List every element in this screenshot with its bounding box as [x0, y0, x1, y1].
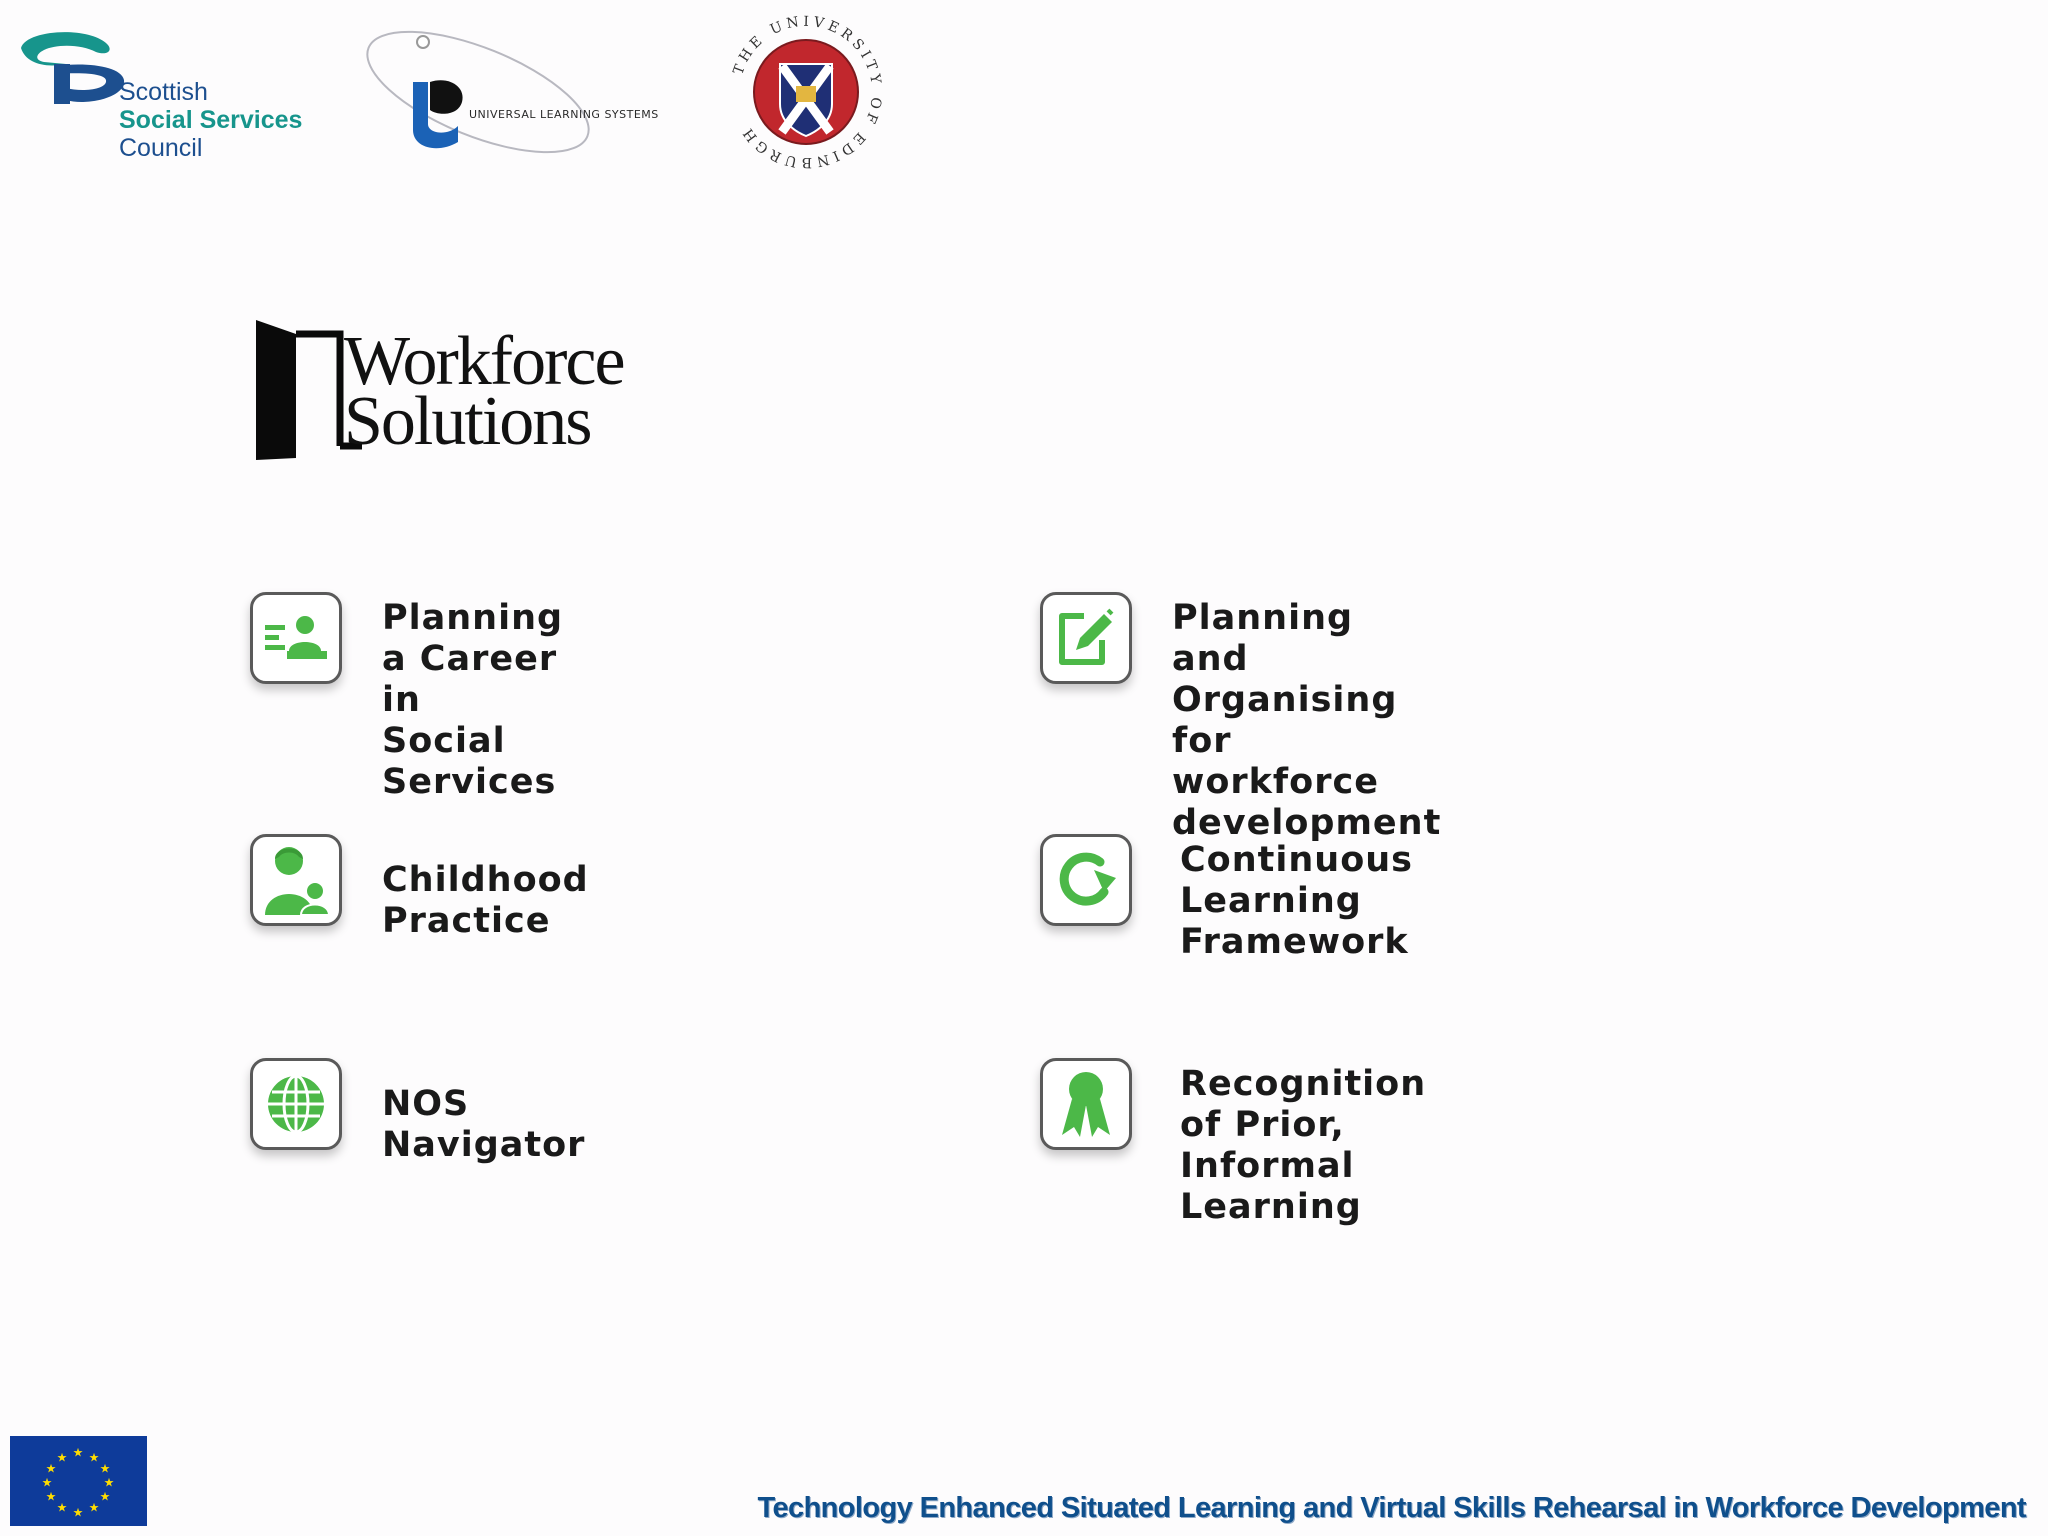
eu-flag [10, 1436, 147, 1526]
menu-item-label: Childhood Practice [382, 860, 589, 941]
uls-name: UNIVERSAL LEARNING SYSTEMS [469, 108, 659, 121]
svg-text:★: ★ [41, 1475, 53, 1490]
career-card-icon [250, 592, 342, 684]
svg-text:★: ★ [45, 1461, 57, 1476]
university-of-edinburgh-logo [728, 14, 884, 170]
wordmark-line2: Solutions [344, 383, 591, 460]
sssc-line2: Social Services [119, 106, 303, 134]
sssc-name [119, 78, 302, 162]
edit-note-icon [1040, 592, 1132, 684]
sssc-line3: Council [119, 134, 203, 162]
footer-tagline: Technology Enhanced Situated Learning and Virtual Skills Rehearsal in Workforce Development [757, 1492, 2026, 1524]
sssc-swirl-icon [16, 28, 126, 108]
uls-logo [358, 26, 678, 166]
menu-item-label: Planning and Organising for workforce development [1172, 598, 1442, 843]
parent-child-icon [250, 834, 342, 926]
svg-text:★: ★ [88, 1450, 100, 1465]
svg-text:★: ★ [72, 1505, 84, 1520]
menu-item-label: NOS Navigator [382, 1084, 586, 1165]
svg-text:★: ★ [99, 1489, 111, 1504]
menu-item-label: Recognition of Prior, Informal Learning [1180, 1064, 1427, 1227]
svg-text:★: ★ [99, 1461, 111, 1476]
wordmark-line1: Workforce [344, 323, 624, 400]
svg-text:★: ★ [103, 1475, 115, 1490]
menu-item-label: Planning a Career in Social Services [382, 598, 564, 802]
sssc-logo [16, 28, 306, 168]
svg-text:★: ★ [72, 1445, 84, 1460]
workforce-solutions-logo [252, 318, 692, 468]
cycle-arrow-icon [1040, 834, 1132, 926]
edinburgh-crest-icon [728, 14, 884, 170]
sssc-line1: Scottish [119, 78, 208, 106]
eu-stars-icon [10, 1436, 147, 1526]
svg-text:★: ★ [56, 1500, 68, 1515]
crest-ring-text: THE UNIVERSITY OF EDINBURGH [730, 14, 884, 170]
award-ribbon-icon [1040, 1058, 1132, 1150]
menu-item-label: Continuous Learning Framework [1180, 840, 1414, 962]
svg-text:★: ★ [45, 1489, 57, 1504]
globe-icon [250, 1058, 342, 1150]
svg-text:★: ★ [56, 1450, 68, 1465]
workforce-solutions-wordmark [344, 323, 624, 460]
svg-text:★: ★ [88, 1500, 100, 1515]
uls-orbit-icon [358, 26, 678, 166]
